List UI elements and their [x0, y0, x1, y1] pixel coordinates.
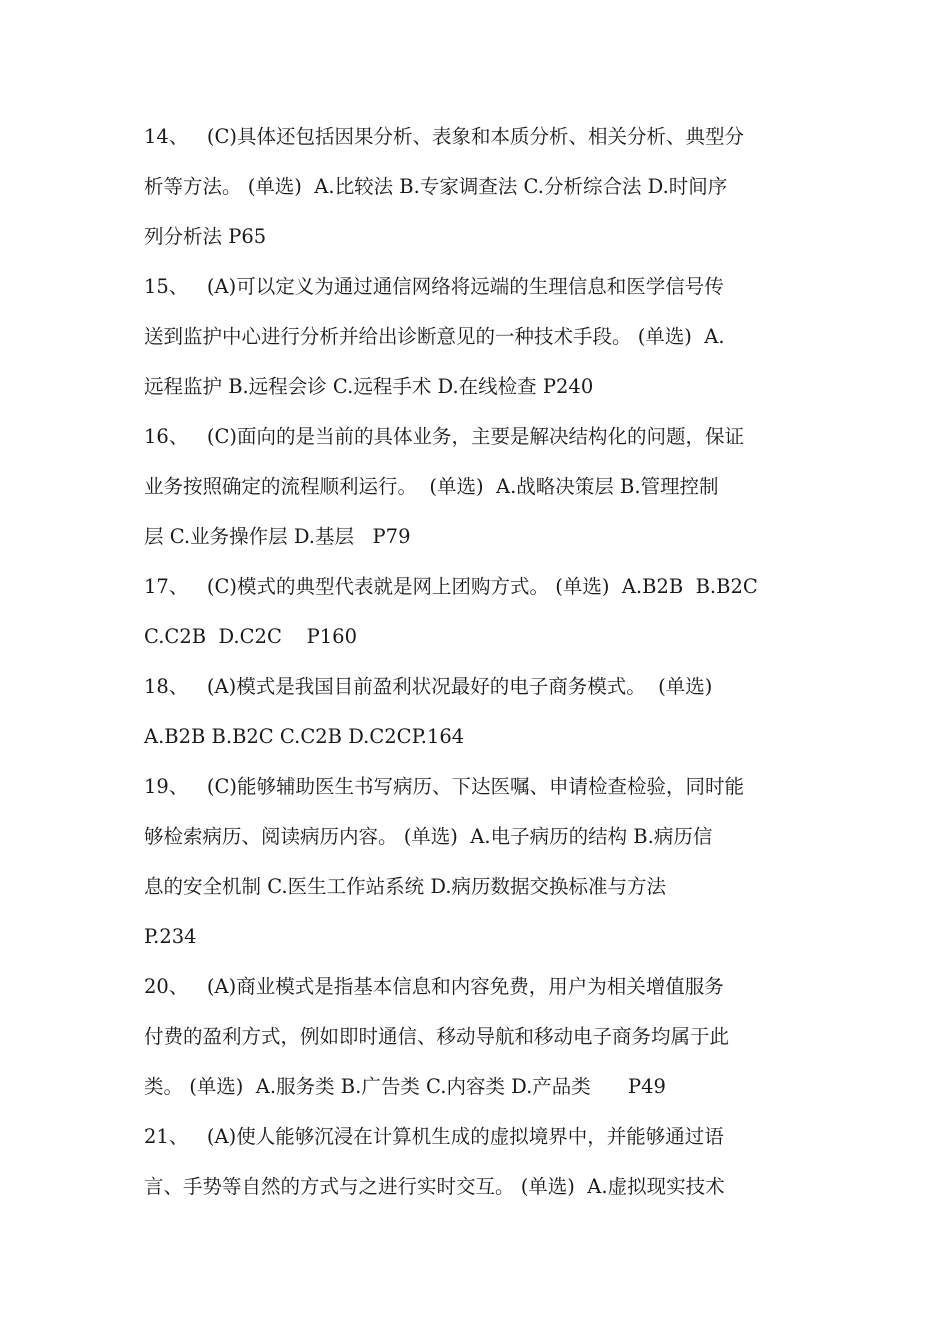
text-line: 18、 (A)模式是我国目前盈利状况最好的电子商务模式。 (单选)	[144, 675, 713, 698]
text-line: 析等方法。 (单选) A.比较法 B.专家调查法 C.分析综合法 D.时间序	[144, 175, 728, 198]
text-line: 言、手势等自然的方式与之进行实时交互。 (单选) A.虚拟现实技术	[144, 1175, 725, 1198]
text-line: 17、 (C)模式的典型代表就是网上团购方式。 (单选) A.B2B B.B2C	[144, 575, 758, 598]
question-text-block	[144, 112, 824, 1212]
text-line: 业务按照确定的流程顺利运行。 (单选) A.战略决策层 B.管理控制	[144, 475, 719, 498]
text-line: 层 C.业务操作层 D.基层 P79	[144, 525, 411, 548]
text-line: 送到监护中心进行分析并给出诊断意见的一种技术手段。 (单选) A.	[144, 325, 725, 348]
text-line: 远程监护 B.远程会诊 C.远程手术 D.在线检查 P240	[144, 375, 594, 398]
text-line: 类。 (单选) A.服务类 B.广告类 C.内容类 D.产品类 P49	[144, 1075, 666, 1098]
text-line: 列分析法 P65	[144, 225, 267, 248]
text-line: 19、 (C)能够辅助医生书写病历、下达医嘱、申请检查检验，同时能	[144, 775, 745, 798]
text-line: P.234	[144, 925, 197, 948]
text-line: 15、 (A)可以定义为通过通信网络将远端的生理信息和医学信号传	[144, 275, 724, 298]
text-line: 够检索病历、阅读病历内容。 (单选) A.电子病历的结构 B.病历信	[144, 825, 713, 848]
text-line: 付费的盈利方式，例如即时通信、移动导航和移动电子商务均属于此	[144, 1025, 730, 1048]
text-line: 16、 (C)面向的是当前的具体业务，主要是解决结构化的问题，保证	[144, 425, 745, 448]
text-line: 21、 (A)使人能够沉浸在计算机生成的虚拟境界中，并能够通过语	[144, 1125, 724, 1148]
text-line: C.C2B D.C2C P160	[144, 625, 357, 648]
text-line: 14、 (C)具体还包括因果分析、表象和本质分析、相关分析、典型分	[144, 125, 745, 148]
text-line: A.B2B B.B2C C.C2B D.C2CP.164	[144, 725, 465, 748]
text-line: 20、 (A)商业模式是指基本信息和内容免费，用户为相关增值服务	[144, 975, 724, 998]
text-line: 息的安全机制 C.医生工作站系统 D.病历数据交换标准与方法	[144, 875, 666, 898]
